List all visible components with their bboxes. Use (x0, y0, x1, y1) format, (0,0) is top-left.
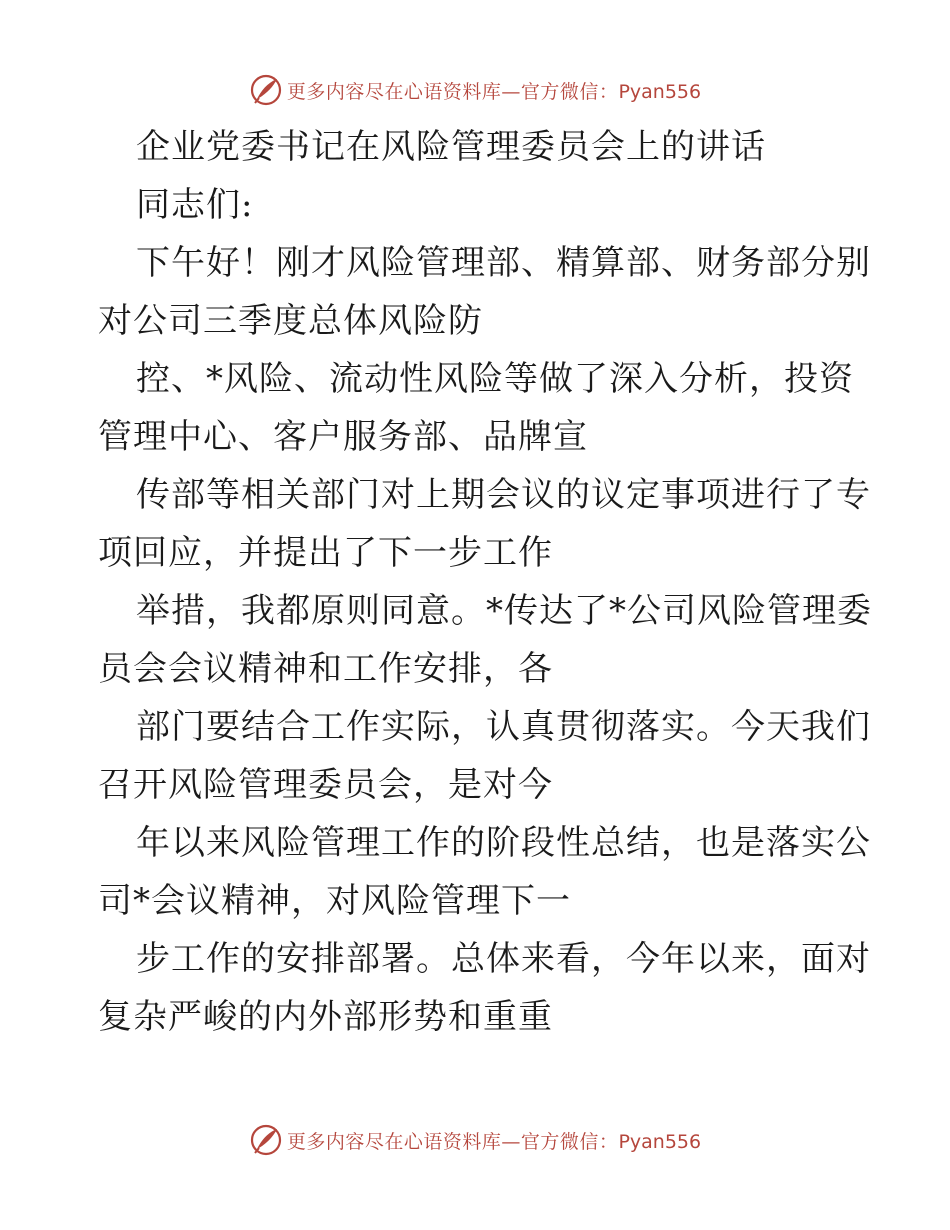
watermark-text (287, 1127, 701, 1154)
watermark-contact-label: 官方微信： (520, 1130, 619, 1153)
quill-pen-logo-icon (249, 1123, 283, 1157)
watermark-brand: 更多内容尽在心语资料库 (286, 1130, 502, 1153)
watermark-brand: 更多内容尽在心语资料库 (286, 80, 502, 103)
text-line: 步工作的安排部署。总体来看，今年以来，面对 (136, 939, 871, 979)
watermark-separator: — (501, 1130, 521, 1153)
header-watermark (0, 70, 950, 110)
text-line: 举措，我都原则同意。*传达了*公司风险管理委 (136, 591, 872, 631)
text-line: 控、*风险、流动性风险等做了深入分析，投资 (136, 359, 854, 399)
text-line: 管理中心、客户服务部、品牌宣 (98, 417, 588, 457)
text-line: 司*会议精神，对风险管理下一 (98, 881, 571, 921)
text-line: 员会会议精神和工作安排，各 (98, 649, 553, 689)
text-line: 传部等相关部门对上期会议的议定事项进行了专 (136, 475, 871, 515)
watermark-handle: Pyan556 (618, 80, 702, 103)
watermark-text (287, 77, 701, 104)
text-line: 复杂严峻的内外部形势和重重 (98, 997, 553, 1037)
watermark-separator: — (501, 80, 521, 103)
text-line: 同志们: (136, 185, 254, 225)
watermark-handle: Pyan556 (618, 1130, 702, 1153)
footer-watermark (0, 1120, 950, 1160)
document-body (98, 118, 872, 1046)
text-line: 项回应，并提出了下一步工作 (98, 533, 553, 573)
text-line: 部门要结合工作实际，认真贯彻落实。今天我们 (136, 707, 871, 747)
text-line: 对公司三季度总体风险防 (98, 301, 483, 341)
document-title: 企业党委书记在风险管理委员会上的讲话 (136, 127, 766, 167)
text-line: 年以来风险管理工作的阶段性总结，也是落实公 (136, 823, 871, 863)
quill-pen-logo-icon (249, 73, 283, 107)
text-line: 召开风险管理委员会，是对今 (98, 765, 553, 805)
text-line: 下午好！刚才风险管理部、精算部、财务部分别 (136, 243, 871, 283)
watermark-contact-label: 官方微信： (520, 80, 619, 103)
